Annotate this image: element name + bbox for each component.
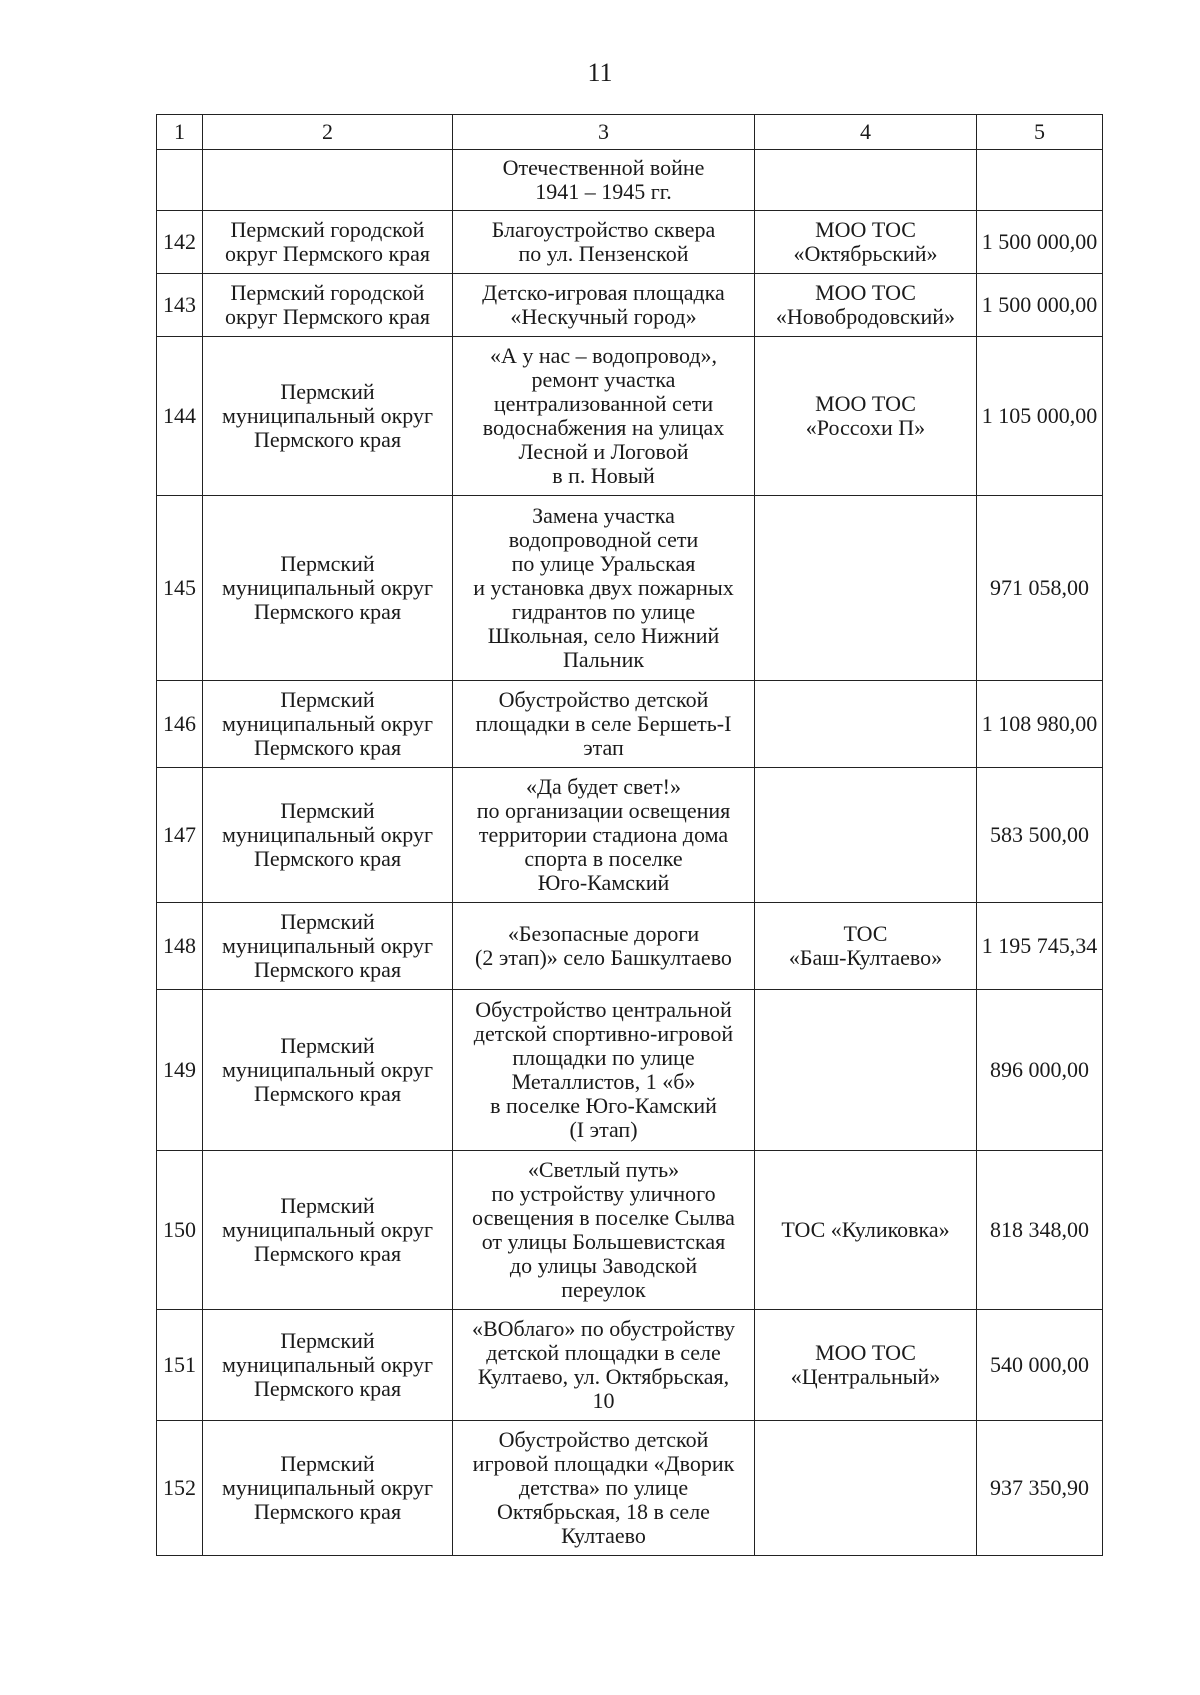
organization-cell (755, 496, 977, 681)
table-row (157, 274, 1103, 337)
amount-cell: 937 350,90 (977, 1421, 1103, 1556)
row-number: 152 (157, 1421, 203, 1556)
row-number: 148 (157, 903, 203, 990)
header-row (157, 115, 1103, 150)
table-row (157, 337, 1103, 496)
project-cell: Благоустройство сквера по ул. Пензенской (453, 211, 755, 274)
table-row (157, 211, 1103, 274)
amount-cell (977, 150, 1103, 211)
amount-cell: 1 105 000,00 (977, 337, 1103, 496)
amount-cell: 1 500 000,00 (977, 274, 1103, 337)
project-cell: Отечественной войне 1941 – 1945 гг. (453, 150, 755, 211)
district-cell: Пермский муниципальный округ Пермского края (203, 990, 453, 1151)
amount-cell: 1 195 745,34 (977, 903, 1103, 990)
district-cell: Пермский муниципальный округ Пермского края (203, 496, 453, 681)
project-cell: Обустройство центральной детской спортивно-игровой площадки по улице Металлистов, 1 «б» в поселке Юго-Камский (I этап) (453, 990, 755, 1151)
row-number: 144 (157, 337, 203, 496)
table-row (157, 990, 1103, 1151)
column-header: 4 (755, 115, 977, 150)
organization-cell: МОО ТОС «Россохи П» (755, 337, 977, 496)
amount-cell: 583 500,00 (977, 768, 1103, 903)
organization-cell (755, 990, 977, 1151)
amount-cell: 540 000,00 (977, 1310, 1103, 1421)
organization-cell (755, 150, 977, 211)
column-header: 5 (977, 115, 1103, 150)
row-number: 143 (157, 274, 203, 337)
district-cell: Пермский городской округ Пермского края (203, 274, 453, 337)
amount-cell: 818 348,00 (977, 1151, 1103, 1310)
amount-cell: 1 500 000,00 (977, 211, 1103, 274)
table-row (157, 150, 1103, 211)
projects-table (156, 114, 1103, 1556)
organization-cell (755, 768, 977, 903)
district-cell: Пермский муниципальный округ Пермского края (203, 1151, 453, 1310)
organization-cell: МОО ТОС «Центральный» (755, 1310, 977, 1421)
organization-cell: ТОС «Баш-Култаево» (755, 903, 977, 990)
amount-cell: 896 000,00 (977, 990, 1103, 1151)
table-row (157, 1310, 1103, 1421)
row-number: 151 (157, 1310, 203, 1421)
organization-cell (755, 681, 977, 768)
row-number: 142 (157, 211, 203, 274)
project-cell: Обустройство детской игровой площадки «Дворик детства» по улице Октябрьская, 18 в селе Култаево (453, 1421, 755, 1556)
row-number (157, 150, 203, 211)
amount-cell: 971 058,00 (977, 496, 1103, 681)
table-row (157, 1151, 1103, 1310)
table-row (157, 903, 1103, 990)
district-cell: Пермский муниципальный округ Пермского края (203, 768, 453, 903)
table-row (157, 1421, 1103, 1556)
project-cell: «Безопасные дороги (2 этап)» село Башкултаево (453, 903, 755, 990)
district-cell: Пермский муниципальный округ Пермского края (203, 903, 453, 990)
row-number: 146 (157, 681, 203, 768)
table-row (157, 768, 1103, 903)
project-cell: Детско-игровая площадка «Нескучный город» (453, 274, 755, 337)
project-cell: Обустройство детской площадки в селе Бершеть-I этап (453, 681, 755, 768)
project-cell: Замена участка водопроводной сети по улице Уральская и установка двух пожарных гидрантов по улице Школьная, село Нижний Пальник (453, 496, 755, 681)
row-number: 150 (157, 1151, 203, 1310)
district-cell: Пермский муниципальный округ Пермского края (203, 1310, 453, 1421)
column-header: 2 (203, 115, 453, 150)
table-row (157, 496, 1103, 681)
organization-cell: МОО ТОС «Октябрьский» (755, 211, 977, 274)
row-number: 145 (157, 496, 203, 681)
page-number: 11 (587, 58, 613, 87)
district-cell: Пермский муниципальный округ Пермского края (203, 1421, 453, 1556)
column-header: 1 (157, 115, 203, 150)
district-cell: Пермский городской округ Пермского края (203, 211, 453, 274)
project-cell: «А у нас – водопровод», ремонт участка централизованной сети водоснабжения на улицах Лесной и Логовой в п. Новый (453, 337, 755, 496)
organization-cell (755, 1421, 977, 1556)
project-cell: «Да будет свет!» по организации освещения территории стадиона дома спорта в поселке Юго-Камский (453, 768, 755, 903)
amount-cell: 1 108 980,00 (977, 681, 1103, 768)
organization-cell: ТОС «Куликовка» (755, 1151, 977, 1310)
row-number: 147 (157, 768, 203, 903)
project-cell: «Светлый путь» по устройству уличного освещения в поселке Сылва от улицы Большевистская до улицы Заводской переулок (453, 1151, 755, 1310)
column-header: 3 (453, 115, 755, 150)
district-cell (203, 150, 453, 211)
project-cell: «ВОблаго» по обустройству детской площадки в селе Култаево, ул. Октябрьская, 10 (453, 1310, 755, 1421)
row-number: 149 (157, 990, 203, 1151)
district-cell: Пермский муниципальный округ Пермского края (203, 681, 453, 768)
district-cell: Пермский муниципальный округ Пермского края (203, 337, 453, 496)
table-row (157, 681, 1103, 768)
organization-cell: МОО ТОС «Новобродовский» (755, 274, 977, 337)
